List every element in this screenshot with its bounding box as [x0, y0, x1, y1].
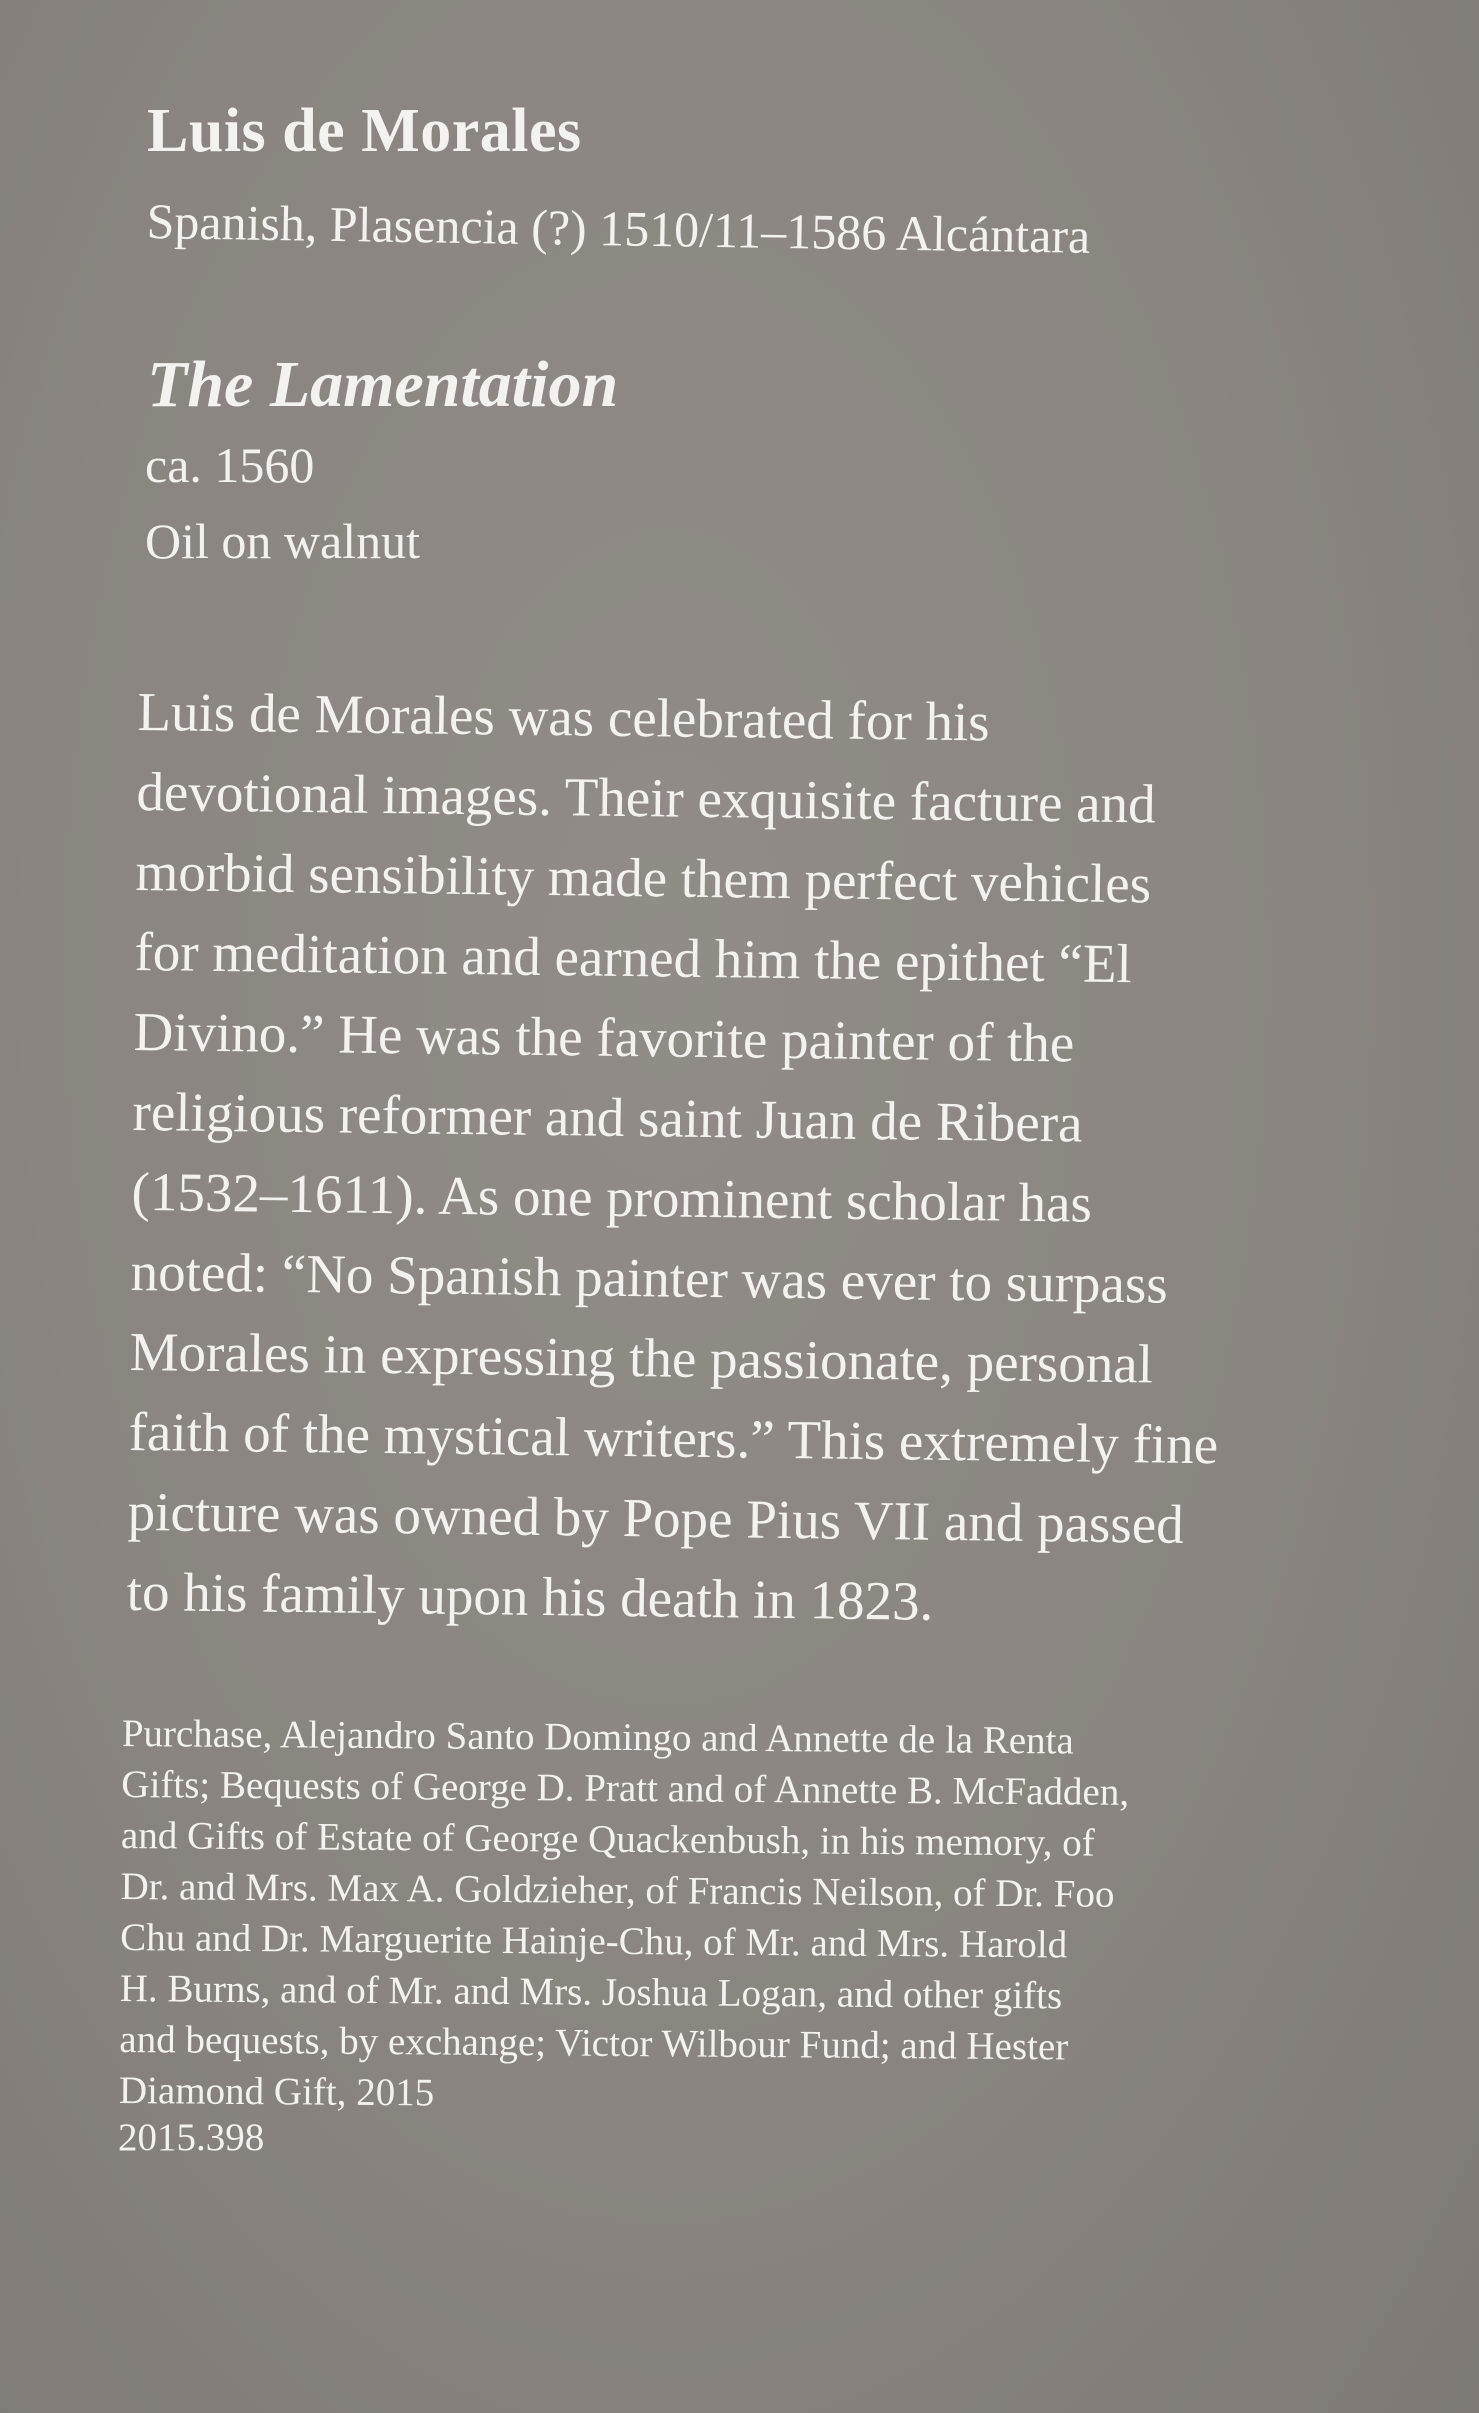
- description-line: morbid sensibility made them perfect vehicles: [135, 840, 1152, 915]
- artwork-medium: Oil on walnut: [145, 513, 420, 569]
- artist-name: Luis de Morales: [147, 97, 582, 165]
- artwork-date: ca. 1560: [145, 437, 315, 493]
- description-line: faith of the mystical writers.” This extremely fine: [128, 1400, 1219, 1476]
- credit-line-text: and bequests, by exchange; Victor Wilbour Fund; and Hester: [119, 2017, 1069, 2069]
- description-line: Luis de Morales was celebrated for his: [137, 680, 991, 753]
- credit-line-text: Gifts; Bequests of George D. Pratt and of Annette B. McFadden,: [121, 1762, 1130, 1814]
- description-paragraph: [126, 672, 1398, 1647]
- description-line: Divino.” He was the favorite painter of the: [133, 1000, 1075, 1074]
- description-line: to his family upon his death in 1823.: [126, 1560, 934, 1632]
- description-line: noted: “No Spanish painter was ever to surpass: [130, 1240, 1169, 1315]
- description-line: for meditation and earned him the epithet “El: [134, 920, 1133, 995]
- artist-bio: Spanish, Plasencia (?) 1510/11–1586 Alcántara: [146, 193, 1091, 264]
- credit-line-text: Dr. and Mrs. Max A. Goldzieher, of Francis Neilson, of Dr. Foo: [120, 1864, 1115, 1916]
- credit-line-text: H. Burns, and of Mr. and Mrs. Joshua Logan, and other gifts: [119, 1966, 1063, 2018]
- description-line: picture was owned by Pope Pius VII and passed: [127, 1480, 1185, 1555]
- credit-line: [119, 1708, 1382, 2126]
- description-line: Morales in expressing the passionate, personal: [129, 1320, 1154, 1395]
- description-line: (1532–1611). As one prominent scholar has: [131, 1160, 1093, 1234]
- description-line: religious reformer and saint Juan de Ribera: [132, 1080, 1083, 1154]
- credit-line-text: Chu and Dr. Marguerite Hainje-Chu, of Mr. and Mrs. Harold: [120, 1915, 1068, 1967]
- artwork-title: The Lamentation: [147, 348, 619, 421]
- credit-line-text: Diamond Gift, 2015: [118, 2068, 435, 2115]
- credit-line-text: and Gifts of Estate of George Quackenbush, in his memory, of: [120, 1813, 1095, 1865]
- description-line: devotional images. Their exquisite facture and: [136, 760, 1157, 835]
- accession-number: 2015.398: [118, 2116, 265, 2159]
- credit-line-text: Purchase, Alejandro Santo Domingo and Annette de la Renta: [121, 1711, 1074, 1763]
